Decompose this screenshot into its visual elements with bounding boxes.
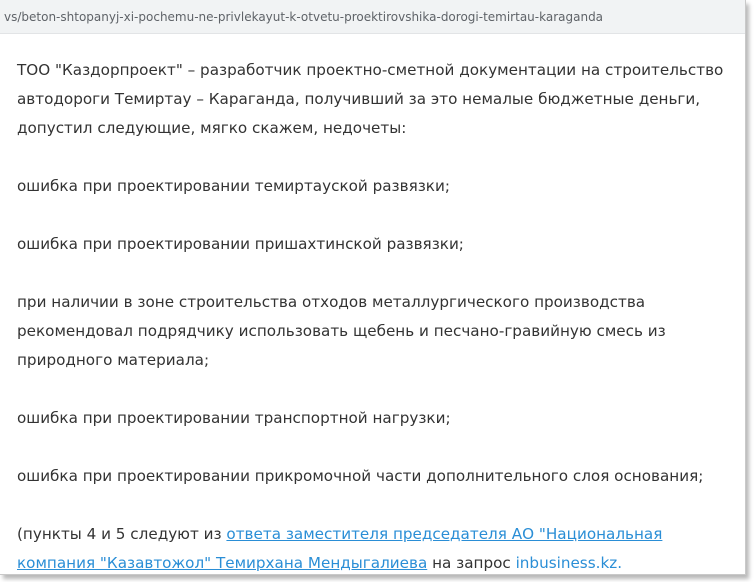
inbusiness-link[interactable]: inbusiness.kz. [515,554,623,572]
source-note [17,520,732,575]
url-text[interactable]: vs/beton-shtopanyj-xi-pochemu-ne-privlekayut-k-otvetu-proektirovshika-dorogi-temirtau-karaganda [4,10,604,24]
source-note-middle: на запрос [427,554,516,572]
source-link[interactable]: ответа заместителя председателя АО "Национальная компания "Казавтожол" Темирхана Мендыгалиева [17,525,663,572]
list-item: ошибка при проектировании пришахтинской развязки; [17,235,464,253]
article-intro: ТОО "Каздорпроект" – разработчик проектно-сметной документации на строительство автодороги Темиртау – Караганда, получивший за это немалые бюджетные деньги, допустил следующие, мягко скажем, недочеты: [17,61,724,137]
address-bar[interactable] [0,0,746,34]
list-item: ошибка при проектировании транспортной нагрузки; [17,409,451,427]
source-note-prefix: (пункты 4 и 5 следуют из [17,525,227,543]
article-body [17,56,732,575]
list-item: ошибка при проектировании прикромочной части дополнительного слоя основания; [17,467,704,485]
list-item: ошибка при проектировании темиртауской развязки; [17,177,450,195]
list-item: при наличии в зоне строительства отходов металлургического производства рекомендовал подрядчику использовать щебень и песчано-гравийную смесь из природного материала; [17,293,666,369]
